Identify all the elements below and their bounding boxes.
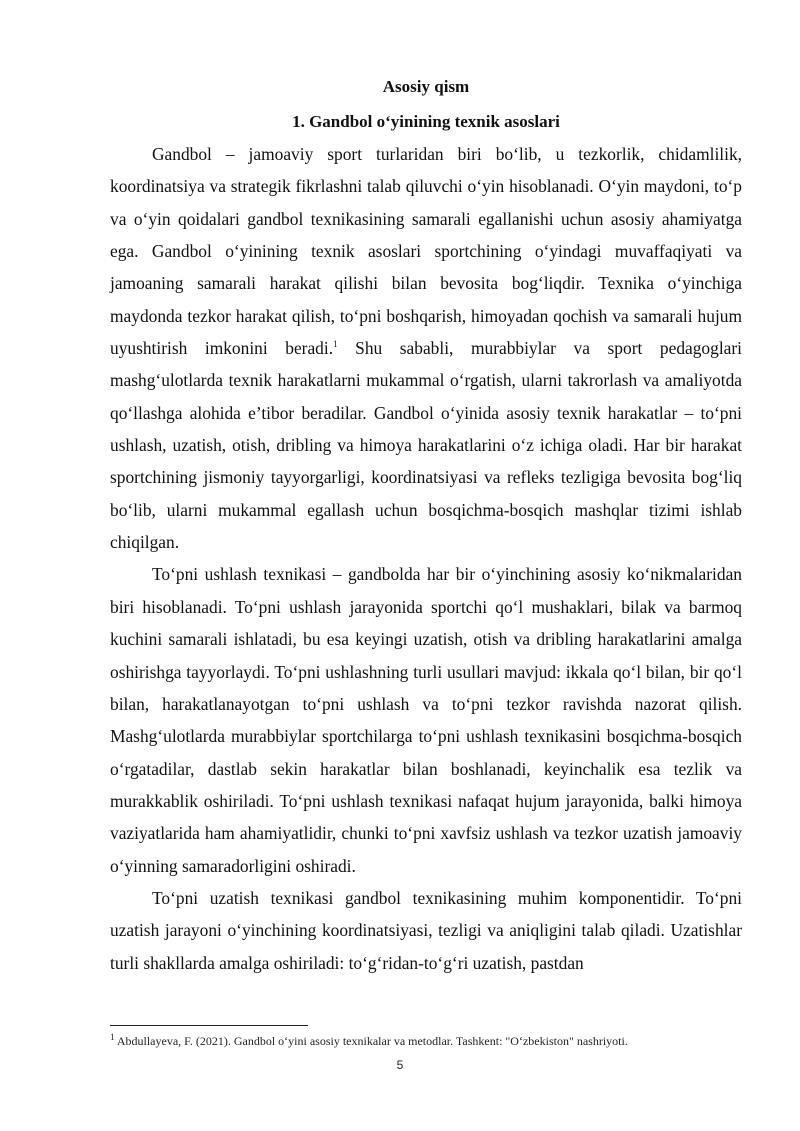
footnote [110,1033,742,1049]
page-number: 5 [396,1058,404,1072]
section-title: Asosiy qism [382,77,470,96]
paragraph: To‘pni ushlash texnikasi – gandbolda har bir o‘yinchining asosiy ko‘nikmalaridan biri hisoblanadi. To‘pni ushlash jarayonida sportchi qo‘l mushaklari, bilak va barmoq kuchini samarali ishlatadi, bu esa keyingi uzatish, otish va dribling harakatlarini amalga oshirishga tayyorlaydi. To‘pni ushlashning turli usullari mavjud: ikkala qo‘l bilan, bir qo‘l bilan, harakatlanayotgan to‘pni ushlash va to‘pni tezkor ravishda nazorat qilish. Mashg‘ulotlarda murabbiylar sportchilarga to‘pni ushlash texnikasini bosqichma-bosqich o‘rgatadilar, dastlab sekin harakatlar bilan boshlanadi, keyinchalik esa tezlik va murakkablik oshiriladi. To‘pni ushlash texnikasi nafaqat hujum jarayonida, balki himoya vaziyatlarida ham ahamiyatlidir, chunki to‘pni xavfsiz ushlash va tezkor uzatish jamoaviy o‘yinning samaradorligini oshiradi. [110,564,742,876]
footnote-divider [110,1025,308,1026]
chapter-title: 1. Gandbol o‘yinining texnik asoslari [292,112,560,131]
paragraph [110,138,742,558]
footnote-mark: 1 [110,1032,115,1042]
body-text [110,138,742,979]
paragraph-text: Shu sababli, murabbiylar va sport pedagoglari mashg‘ulotlarda texnik harakatlarni mukammal o‘rgatish, ularni takrorlash va amaliyotda qo‘llashga alohida e’tibor beradilar. Gandbol o‘yinida asosiy texnik harakatlar – to‘pni ushlash, uzatish, otish, dribling va himoya harakatlarini o‘z ichiga oladi. Har bir harakat sportchining jismoniy tayyorgarligi, koordinatsiyasi va refleks tezligiga bevosita bog‘liq bo‘lib, ularni mukammal egallash uchun bosqichma-bosqich mashqlar tizimi ishlab chiqilgan. [110,338,742,553]
footnote-reference: 1 [333,339,338,350]
paragraph: To‘pni uzatish texnikasi gandbol texnikasining muhim komponentidir. To‘pni uzatish jarayoni o‘yinchining koordinatsiyasi, tezligi va aniqligini talab qiladi. Uzatishlar turli shakllarda amalga oshiriladi: to‘g‘ridan-to‘g‘ri uzatish, pastdan [110,887,742,973]
footnote-text: Abdullayeva, F. (2021). Gandbol o‘yini asosiy texnikalar va metodlar. Tashkent: "O‘zbekiston" nashriyoti. [114,1034,628,1048]
paragraph-text: Gandbol – jamoaviy sport turlaridan biri bo‘lib, u tezkorlik, chidamlilik, koordinatsiya va strategik fikrlashni talab qiluvchi o‘yin hisoblanadi. O‘yin maydoni, to‘p va o‘yin qoidalari gandbol texnikasining samarali egallanishi uchun asosiy ahamiyatga ega. Gandbol o‘yinining texnik asoslari sportchining o‘yindagi muvaffaqiyati va jamoaning samarali harakat qilishi bilan bevosita bog‘liqdir. Texnika o‘yinchiga maydonda tezkor harakat qilish, to‘pni boshqarish, himoyadan qochish va samarali hujum uyushtirish imkonini beradi. [110,144,742,359]
